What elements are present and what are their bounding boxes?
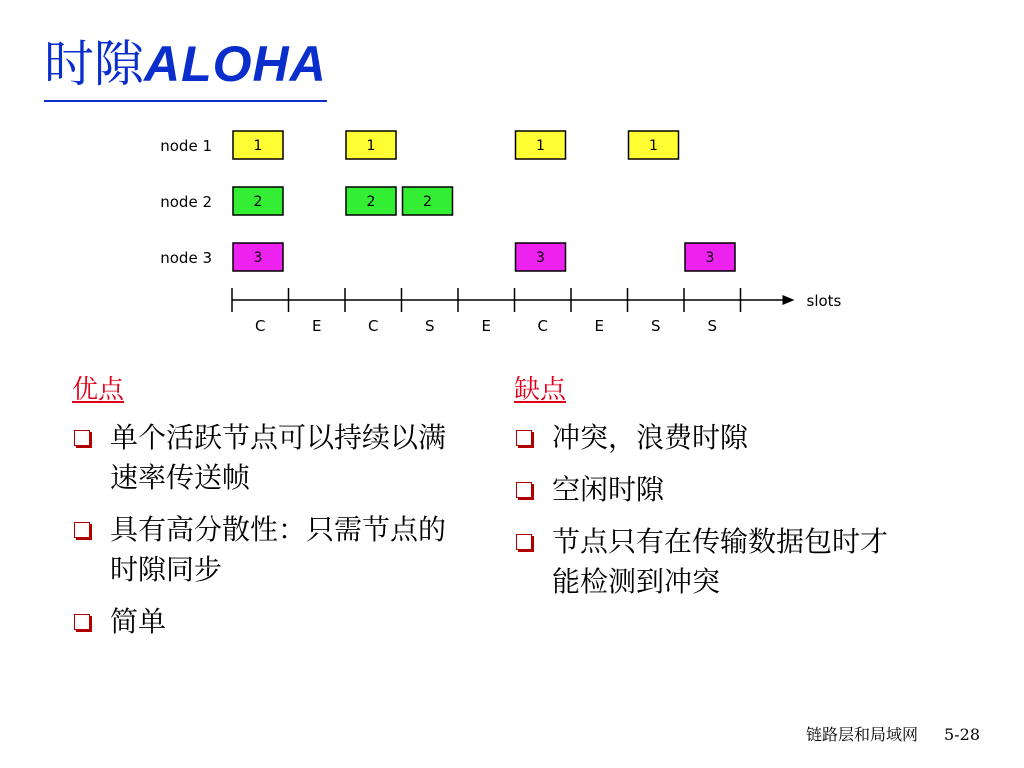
list-item (72, 510, 450, 590)
cons-list (514, 418, 934, 602)
axis-label: slots (806, 292, 842, 310)
frame-label: 3 (253, 250, 263, 266)
axis-arrow-icon (783, 295, 795, 305)
slot-outcome-label: C (537, 317, 548, 335)
slot-outcome-label: S (650, 317, 661, 335)
cons-heading: 缺点 (514, 375, 567, 405)
slot-outcome-label: S (424, 317, 435, 335)
slot-outcome-label: E (312, 317, 322, 335)
slot-outcome-label: E (481, 317, 491, 335)
footer-text: 链路层和局域网 (806, 725, 919, 744)
title-latin: ALOHA (144, 36, 327, 92)
list-item-text: 简单 (110, 605, 167, 638)
frame-label: 3 (705, 250, 715, 266)
frame-label: 1 (366, 138, 376, 154)
slot-outcome-label: C (255, 317, 266, 335)
checkbox-bullet-icon (74, 614, 90, 630)
frame-label: 1 (253, 138, 263, 154)
checkbox-bullet-icon (516, 482, 532, 498)
list-item (72, 418, 450, 498)
node-label: node 2 (160, 193, 212, 211)
list-item-text: 单个活跃节点可以持续以满速率传送帧 (110, 421, 447, 494)
slot-outcome-label: E (594, 317, 604, 335)
checkbox-bullet-icon (516, 534, 532, 550)
frame-label: 2 (253, 194, 263, 210)
list-item-text: 具有高分散性：只需节点的时隙同步 (110, 513, 447, 586)
slide-footer (806, 724, 980, 746)
list-item (514, 418, 902, 458)
page-number: 5-28 (944, 725, 980, 744)
node-label: node 1 (160, 137, 212, 155)
slot-outcome-label: C (368, 317, 379, 335)
frame-label: 2 (423, 194, 432, 210)
list-item (514, 470, 902, 510)
frame-label: 1 (649, 138, 658, 154)
frame-label: 3 (536, 250, 545, 266)
slide-title (44, 30, 327, 102)
checkbox-bullet-icon (74, 522, 90, 538)
cons-column (514, 372, 934, 614)
pros-list (72, 418, 492, 642)
checkbox-bullet-icon (74, 430, 90, 446)
title-cjk: 时隙 (44, 35, 144, 93)
frame-label: 1 (536, 138, 545, 154)
list-item (514, 522, 902, 602)
node-label: node 3 (160, 249, 212, 267)
slotted-aloha-diagram (140, 120, 880, 350)
checkbox-bullet-icon (516, 430, 532, 446)
list-item-text: 节点只有在传输数据包时才能检测到冲突 (552, 525, 889, 598)
frame-label: 2 (366, 194, 376, 210)
list-item-text: 空闲时隙 (552, 473, 665, 506)
slot-outcome-label: S (707, 317, 718, 335)
pros-column (72, 372, 492, 654)
list-item-text: 冲突，浪费时隙 (552, 421, 749, 454)
list-item (72, 602, 450, 642)
pros-heading: 优点 (72, 375, 125, 405)
